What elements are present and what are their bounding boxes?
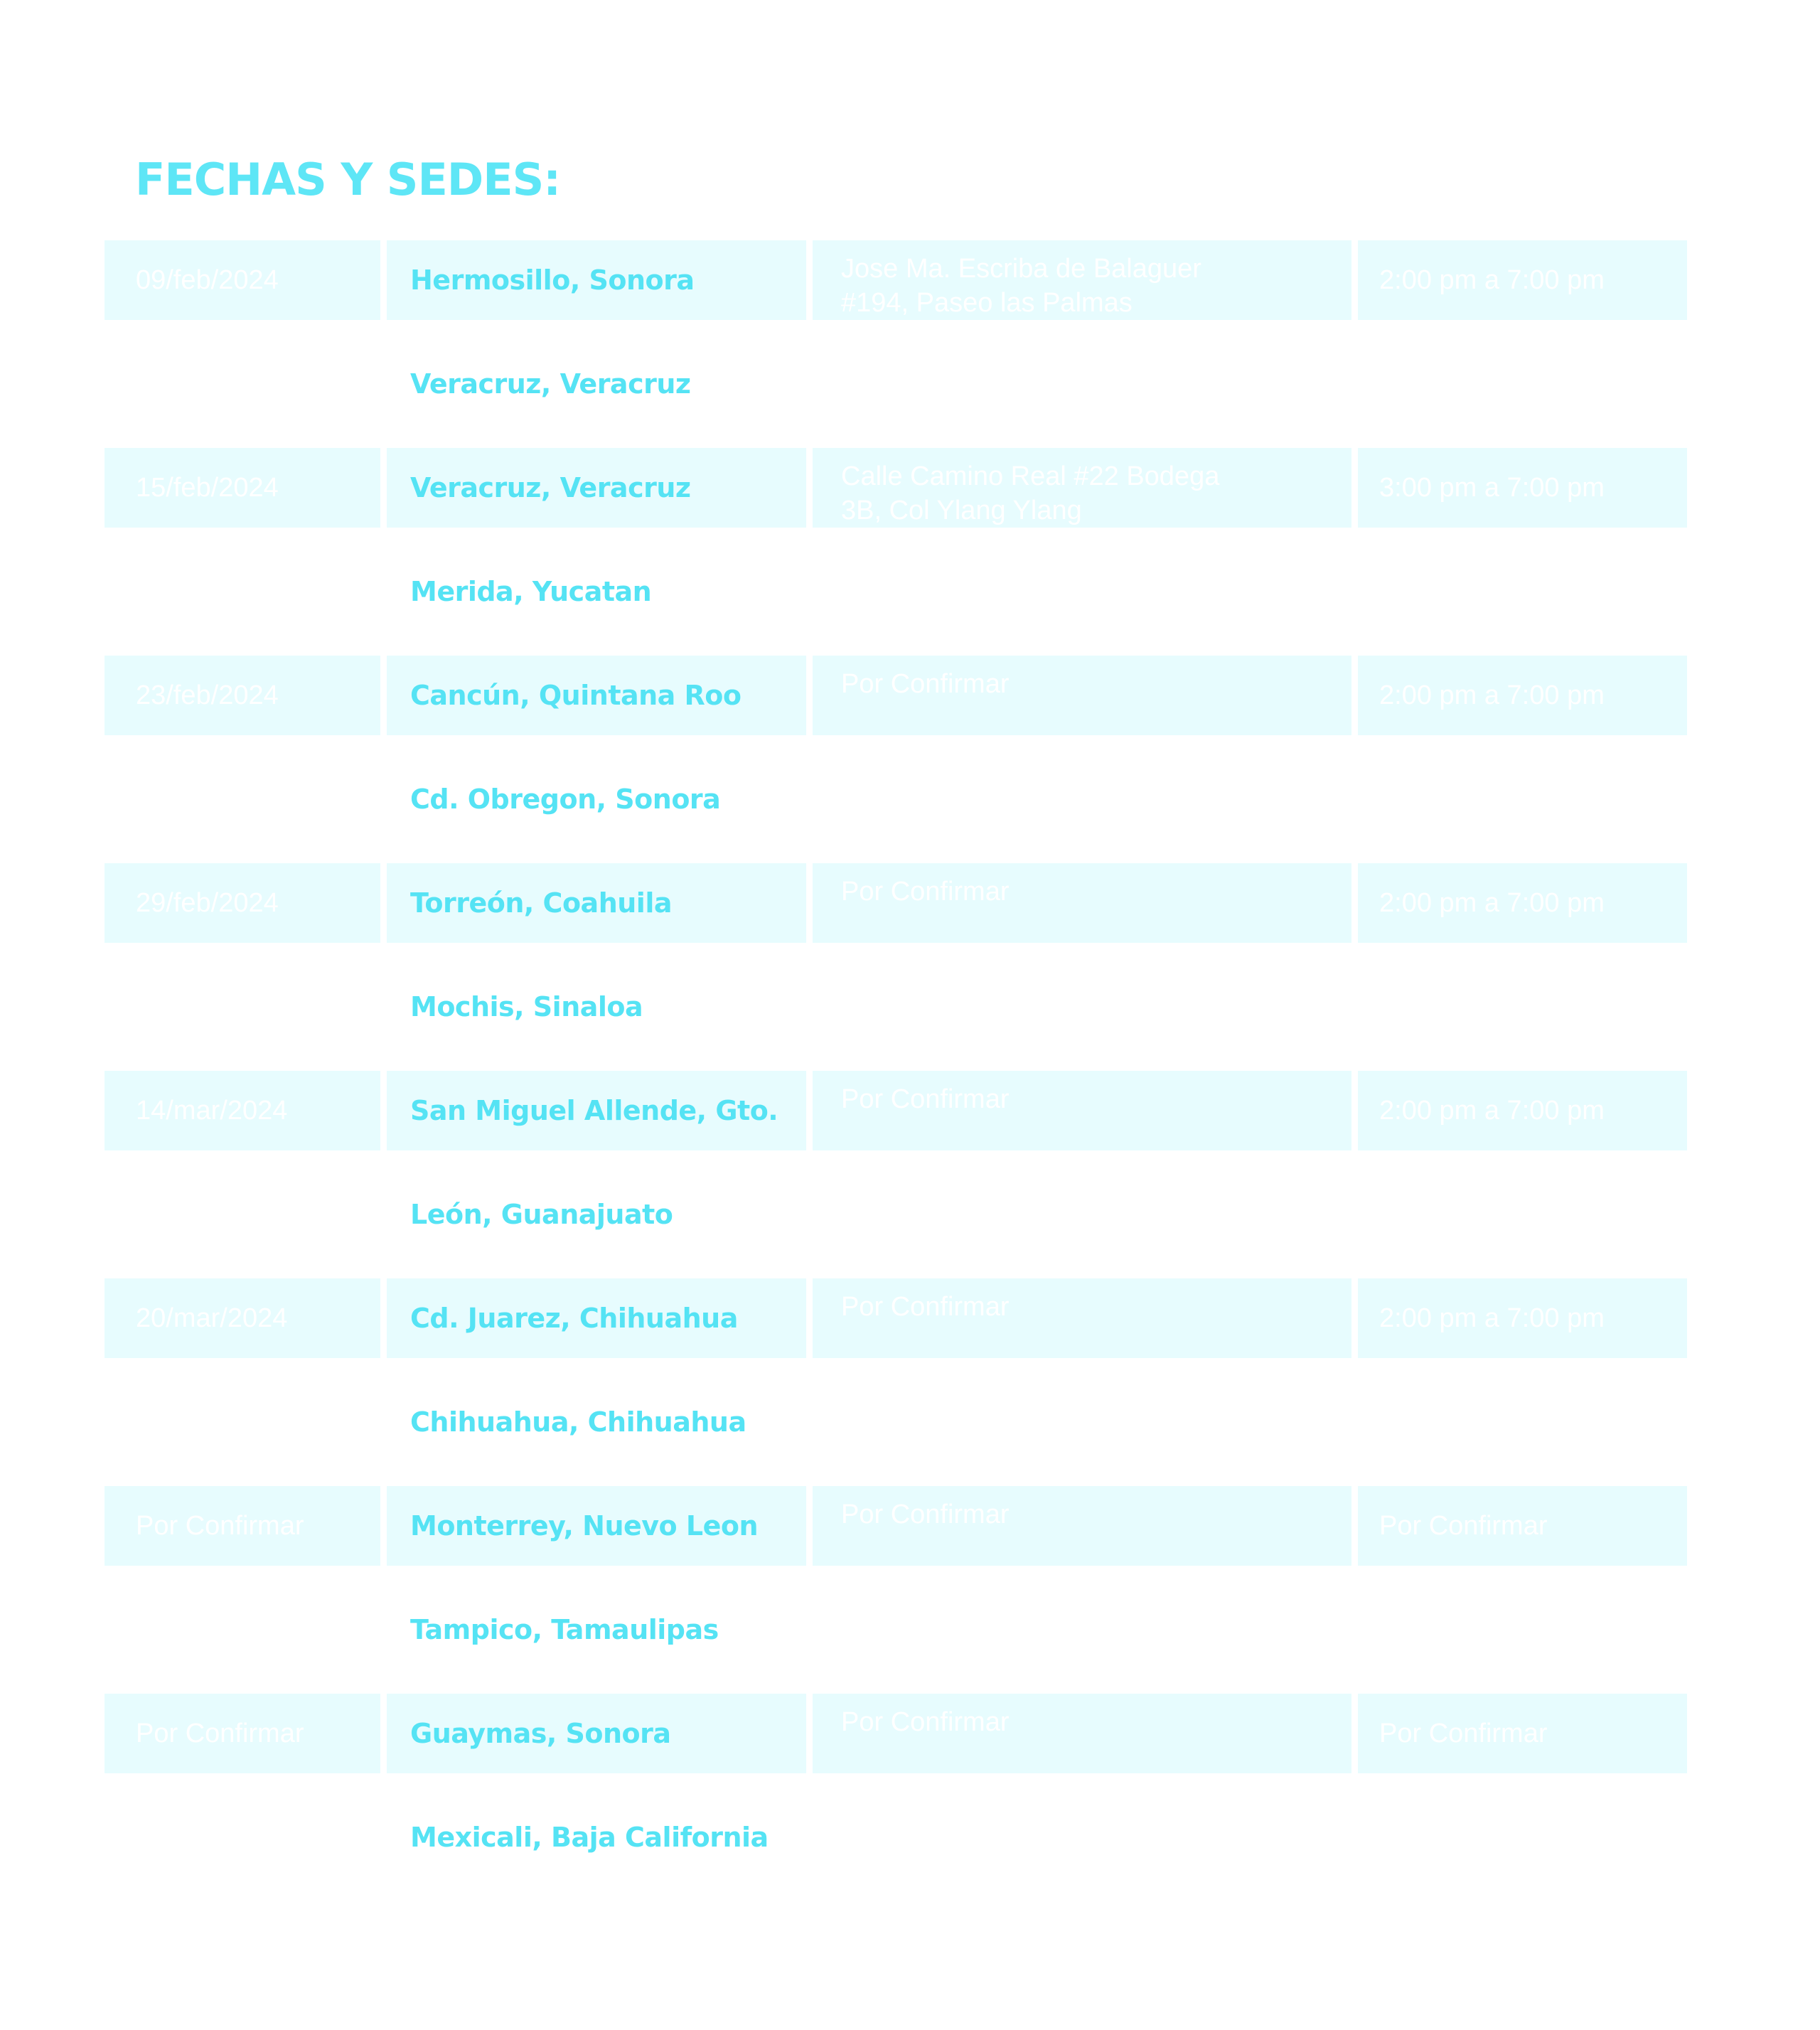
address-cell [813,240,1351,320]
time-text: 2:00 pm a 7:00 pm [1379,1096,1605,1126]
date-cell [105,1175,380,1254]
city-text: Cd. Obregon, Sonora [410,784,721,815]
city-cell [387,1694,806,1773]
city-text: Monterrey, Nuevo Leon [410,1510,759,1542]
address-line: 3B, Col Ylang Ylang [841,496,1082,525]
address-line: #194, Paseo las Palmas [841,288,1133,318]
time-cell [1358,552,1687,631]
date-cell [105,1278,380,1358]
address-cell [813,1175,1351,1254]
time-text: 2:00 pm a 7:00 pm [1379,265,1605,295]
date-cell [105,1071,380,1150]
date-cell [105,448,380,528]
address-cell [813,759,1351,839]
date-cell [105,1590,380,1670]
city-text: Hermosillo, Sonora [410,265,695,296]
city-text: San Miguel Allende, Gto. [410,1095,778,1126]
time-cell [1358,863,1687,943]
date-cell [105,552,380,631]
table-row [105,1382,1687,1462]
date-cell [105,240,380,320]
time-cell [1358,1797,1687,1877]
city-cell [387,344,806,424]
time-text: 2:00 pm a 7:00 pm [1379,1303,1605,1333]
city-text: Mochis, Sinaloa [410,991,643,1022]
date-cell [105,967,380,1047]
table-row [105,1278,1687,1358]
time-cell [1358,1486,1687,1566]
time-cell [1358,1071,1687,1150]
time-cell [1358,1382,1687,1462]
address-line: Por Confirmar [841,1292,1010,1322]
time-text: 3:00 pm a 7:00 pm [1379,473,1605,503]
time-text: 2:00 pm a 7:00 pm [1379,680,1605,710]
city-cell [387,1486,806,1566]
time-cell [1358,448,1687,528]
date-cell [105,344,380,424]
date-text: 23/feb/2024 [136,680,279,710]
address-cell [813,863,1351,943]
schedule-table [105,240,1687,1877]
table-row [105,1175,1687,1254]
city-text: Tampico, Tamaulipas [410,1614,719,1645]
table-row [105,1486,1687,1566]
address-cell [813,1278,1351,1358]
time-cell [1358,1590,1687,1670]
city-cell [387,656,806,735]
time-cell [1358,967,1687,1047]
page-title: FECHAS Y SEDES: [135,154,561,205]
date-text: Por Confirmar [136,1511,304,1541]
date-cell [105,1382,380,1462]
city-text: Mexicali, Baja California [410,1822,769,1853]
city-text: Veracruz, Veracruz [410,472,691,503]
table-row [105,240,1687,320]
date-text: 15/feb/2024 [136,473,279,503]
address-line: Calle Camino Real #22 Bodega [841,461,1220,491]
table-row [105,344,1687,424]
date-cell [105,1797,380,1877]
date-text: 29/feb/2024 [136,888,279,918]
city-cell [387,759,806,839]
address-cell [813,344,1351,424]
time-cell [1358,344,1687,424]
date-cell [105,1694,380,1773]
time-cell [1358,1278,1687,1358]
address-line: Por Confirmar [841,1500,1010,1529]
address-cell [813,1486,1351,1566]
address-line: Por Confirmar [841,1707,1010,1737]
address-line: Por Confirmar [841,669,1010,699]
address-cell [813,656,1351,735]
city-cell [387,1797,806,1877]
time-cell [1358,1694,1687,1773]
table-row [105,759,1687,839]
city-cell [387,1278,806,1358]
address-cell [813,448,1351,528]
table-row [105,1590,1687,1670]
city-cell [387,1382,806,1462]
date-text: 09/feb/2024 [136,265,279,295]
city-cell [387,448,806,528]
city-cell [387,863,806,943]
city-cell [387,240,806,320]
date-cell [105,1486,380,1566]
address-cell [813,967,1351,1047]
address-cell [813,1694,1351,1773]
address-line: Por Confirmar [841,877,1010,907]
address-cell [813,552,1351,631]
table-row [105,967,1687,1047]
city-cell [387,967,806,1047]
date-text: 20/mar/2024 [136,1303,288,1333]
time-cell [1358,656,1687,735]
address-cell [813,1382,1351,1462]
address-cell [813,1071,1351,1150]
city-text: Cancún, Quintana Roo [410,680,742,711]
table-row [105,863,1687,943]
city-text: Guaymas, Sonora [410,1718,671,1749]
time-cell [1358,759,1687,839]
date-text: 14/mar/2024 [136,1096,288,1126]
time-text: Por Confirmar [1379,1511,1548,1541]
address-line: Por Confirmar [841,1084,1010,1114]
city-text: Cd. Juarez, Chihuahua [410,1303,738,1334]
date-cell [105,759,380,839]
address-cell [813,1797,1351,1877]
table-row [105,656,1687,735]
time-cell [1358,240,1687,320]
date-text: Por Confirmar [136,1719,304,1748]
table-row [105,1694,1687,1773]
city-text: Merida, Yucatan [410,576,652,607]
city-cell [387,552,806,631]
table-row [105,552,1687,631]
city-cell [387,1175,806,1254]
city-text: Chihuahua, Chihuahua [410,1406,746,1438]
time-text: Por Confirmar [1379,1719,1548,1748]
address-line: Jose Ma. Escriba de Balaguer [841,254,1201,284]
city-text: Veracruz, Veracruz [410,368,691,400]
address-cell [813,1590,1351,1670]
date-cell [105,656,380,735]
date-cell [105,863,380,943]
table-row [105,1797,1687,1877]
city-cell [387,1071,806,1150]
table-row [105,1071,1687,1150]
table-row [105,448,1687,528]
city-text: Torreón, Coahuila [410,887,672,919]
city-cell [387,1590,806,1670]
city-text: León, Guanajuato [410,1199,673,1230]
time-cell [1358,1175,1687,1254]
time-text: 2:00 pm a 7:00 pm [1379,888,1605,918]
